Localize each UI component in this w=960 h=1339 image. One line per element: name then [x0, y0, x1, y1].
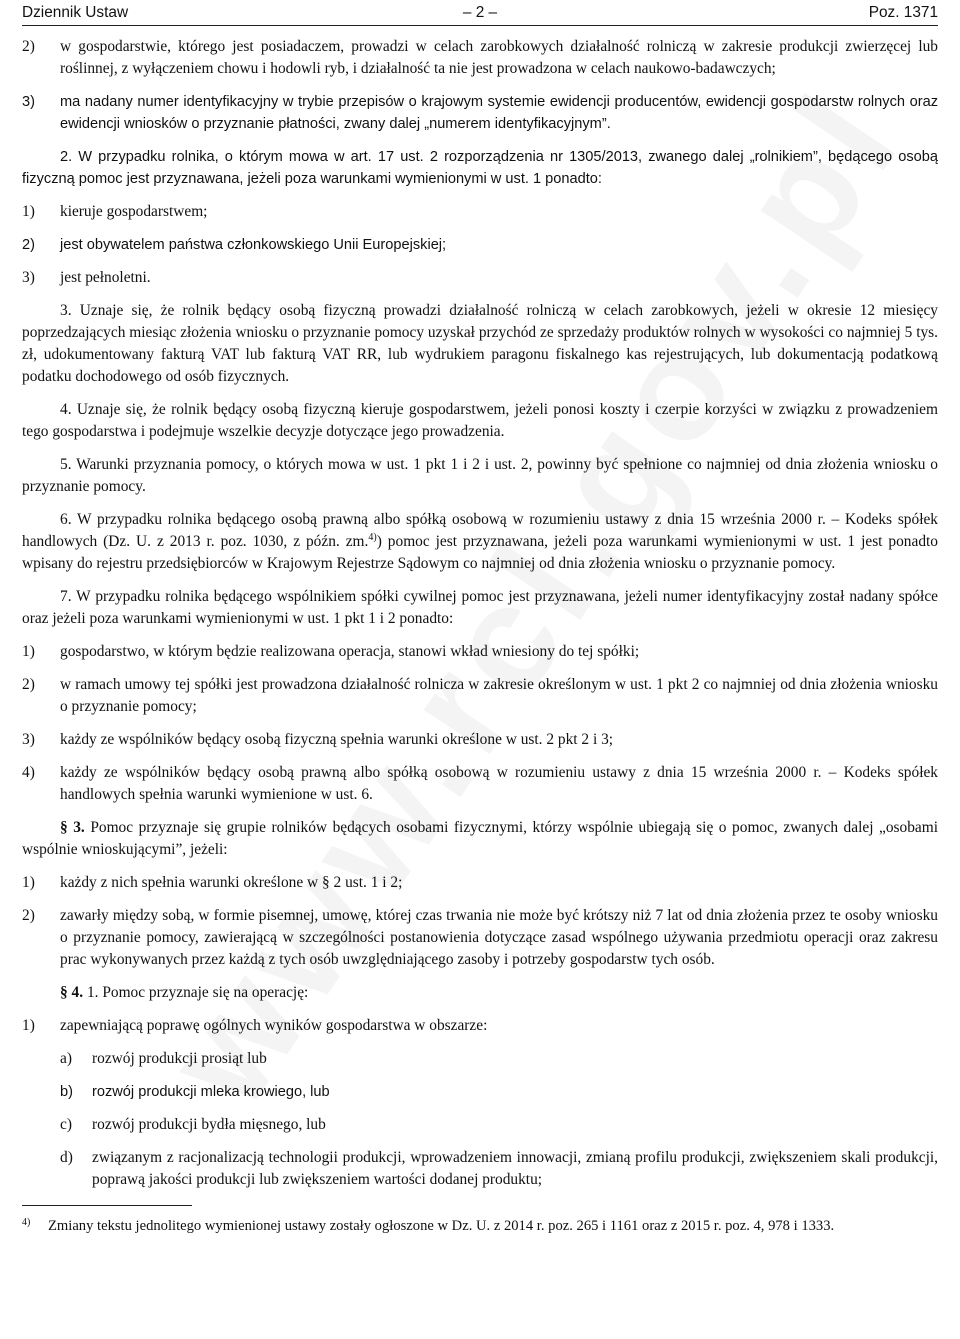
list-item: [22, 762, 938, 806]
item-text: jest obywatelem państwa członkowskiego Unii Europejskiej;: [60, 237, 447, 253]
position-number: Poz. 1371: [868, 3, 938, 21]
list-item: [22, 641, 938, 663]
item-number: 1): [22, 203, 35, 220]
footnote-number: 4): [22, 1217, 31, 1228]
item-number: 4): [22, 764, 35, 781]
item-text: ma nadany numer identyfikacyjny w trybie przepisów o krajowym systemie ewidencji producentów, ewidencji gospodarstw rolnych oraz ewidencji wniosków o przyznanie płatności, zwany dalej „numerem identyfikacyjnym”.: [60, 94, 938, 132]
item-text: rozwój produkcji prosiąt lub: [92, 1050, 267, 1067]
item-text: w gospodarstwie, którego jest posiadaczem, prowadzi w celach zarobkowych działalność rolniczą w zakresie produkcji zwierzęcej lub roślinnej, z wyłączeniem chowu i hodowli ryb, i działalność ta nie jest prowadzona w celach naukowo-badawczych;: [60, 38, 938, 77]
list-item: [22, 267, 938, 289]
item-number: 2): [22, 676, 35, 693]
list-item: [22, 36, 938, 80]
list-item: [22, 872, 938, 894]
list-item: [22, 234, 938, 256]
paragraph-3: 3. Uznaje się, że rolnik będący osobą fizyczną prowadzi działalność rolniczą w celach zarobkowych, jeżeli w okresie 12 miesięcy poprzedzających miesiąc złożenia wniosku o przyznanie pomocy uzyskał przychód ze sprzedaży produktów rolnych w wysokości co najmniej 5 tys. zł, udokumentowany fakturą VAT lub fakturą VAT RR, lub wydrukiem paragonu fiskalnego kas rejestrujących, lub dokumentacją podatkową podatku dochodowego od osób fizycznych.: [22, 302, 938, 385]
item-letter: c): [60, 1116, 72, 1133]
item-number: 2): [22, 907, 35, 924]
item-text: kieruje gospodarstwem;: [60, 203, 208, 220]
list-item: [22, 905, 938, 971]
section-4-text: 1. Pomoc przyznaje się na operację:: [83, 984, 309, 1001]
paragraph-2: 2. W przypadku rolnika, o którym mowa w art. 17 ust. 2 rozporządzenia nr 1305/2013, zwanego dalej „rolnikiem”, będącego osobą fizyczną pomoc jest przyznawana, jeżeli poza warunkami wymienionymi w ust. 1 ponadto:: [22, 149, 938, 187]
sub-list-item: [22, 1048, 938, 1070]
section-4: [22, 982, 938, 1004]
item-number: 3): [22, 269, 35, 286]
item-number: 2): [22, 38, 35, 55]
paragraph-6-part-1: 6. W przypadku rolnika będącego osobą prawną albo spółką osobową w rozumieniu ustawy z dnia 15 września 2000 r. – Kodeks spółek handlowych (Dz. U. z 2013 r. poz. 1030, z późn. zm.: [22, 511, 938, 550]
list-item: [22, 201, 938, 223]
paragraph-4: 4. Uznaje się, że rolnik będący osobą fizyczną kieruje gospodarstwem, jeżeli ponosi koszty i czerpie korzyści w związku z prowadzeniem tego gospodarstwa i podejmuje wszelkie decyzje dotyczące jego prowadzenia.: [22, 401, 938, 440]
sub-list-item: [22, 1081, 938, 1103]
list-item: [22, 91, 938, 135]
footnote: [22, 1216, 938, 1236]
footnote-reference: 4): [368, 531, 377, 543]
page-header: [22, 0, 938, 26]
item-text: jest pełnoletni.: [60, 269, 151, 286]
page-number: – 2 –: [462, 4, 498, 21]
list-item: [22, 1015, 938, 1037]
sub-list-item: [22, 1147, 938, 1191]
journal-title: Dziennik Ustaw: [22, 3, 129, 21]
item-text: każdy ze wspólników będący osobą prawną albo spółką osobową w rozumieniu ustawy z dnia 15 września 2000 r. – Kodeks spółek handlowych spełnia warunki wymienione w ust. 6.: [60, 764, 938, 803]
item-letter: a): [60, 1050, 72, 1067]
item-text: w ramach umowy tej spółki jest prowadzona działalność rolnicza w zakresie określonym w ust. 1 pkt 2 co najmniej od dnia złożenia wniosku o przyznanie pomocy;: [60, 676, 938, 715]
item-text: każdy ze wspólników będący osobą fizyczną spełnia warunki określone w ust. 2 pkt 2 i 3;: [60, 731, 614, 748]
footnote-separator: [22, 1205, 192, 1206]
paragraph-6-part-2: ) pomoc jest przyznawana, jeżeli poza warunkami wymienionymi w ust. 1 jest ponadto wpisany do rejestru przedsiębiorców w Krajowym Rejestrze Sądowym co najmniej od dnia złożenia wniosku o przyznanie pomocy.: [22, 533, 938, 572]
section-3-label: § 3.: [60, 819, 85, 836]
paragraph-7: 7. W przypadku rolnika będącego wspólnikiem spółki cywilnej pomoc jest przyznawana, jeżeli numer identyfikacyjny został nadany spółce oraz jeżeli poza warunkami wymienionymi w ust. 1 pkt 1 i 2 ponadto:: [22, 588, 938, 627]
item-number: 3): [22, 731, 35, 748]
footnote-text: Zmiany tekstu jednolitego wymienionej ustawy zostały ogłoszone w Dz. U. z 2014 r. poz. 265 i 1161 oraz z 2015 r. poz. 4, 978 i 1333.: [48, 1218, 835, 1234]
item-number: 1): [22, 874, 35, 891]
item-text: rozwój produkcji mleka krowiego, lub: [92, 1084, 330, 1100]
paragraph-6: [22, 509, 938, 575]
item-number: 1): [22, 643, 35, 660]
item-text: związanym z racjonalizacją technologii produkcji, wprowadzeniem innowacji, zmianą profilu produkcji, zwiększeniem skali produkcji, poprawą jakości produkcji lub zwiększeniem wartości dodanej produktu;: [92, 1149, 938, 1188]
section-3: [22, 817, 938, 861]
item-text: zapewniającą poprawę ogólnych wyników gospodarstwa w obszarze:: [60, 1017, 488, 1034]
item-text: każdy z nich spełnia warunki określone w § 2 ust. 1 i 2;: [60, 874, 403, 891]
item-text: rozwój produkcji bydła mięsnego, lub: [92, 1116, 326, 1133]
list-item: [22, 674, 938, 718]
item-letter: d): [60, 1149, 73, 1166]
item-text: zawarły między sobą, w formie pisemnej, umowę, której czas trwania nie może być krótszy niż 7 lat od dnia złożenia przez te osoby wniosku o przyznanie pomocy, zawierającą w szczególności postanowienia dotyczące zasad wspólnego używania przedmiotu operacji oraz zakresu prac wykonywanych przez każdą z tych osób uwzględniającego zasoby i potrzeby gospodarstw tych osób.: [60, 907, 938, 968]
section-3-text: Pomoc przyznaje się grupie rolników będących osobami fizycznymi, którzy wspólnie ubiegają się o pomoc, zwanych dalej „osobami wspólnie wnioskującymi”, jeżeli:: [22, 819, 938, 858]
item-letter: b): [60, 1084, 73, 1100]
paragraph-5: 5. Warunki przyznania pomocy, o których mowa w ust. 1 pkt 1 i 2 i ust. 2, powinny być spełnione co najmniej od dnia złożenia wniosku o przyznanie pomocy.: [22, 456, 938, 495]
sub-list-item: [22, 1114, 938, 1136]
item-text: gospodarstwo, w którym będzie realizowana operacja, stanowi wkład wniesiony do tej spółki;: [60, 643, 640, 660]
section-4-label: § 4.: [60, 984, 84, 1001]
item-number: 1): [22, 1017, 35, 1034]
item-number: 3): [22, 94, 35, 110]
list-item: [22, 729, 938, 751]
item-number: 2): [22, 237, 35, 253]
